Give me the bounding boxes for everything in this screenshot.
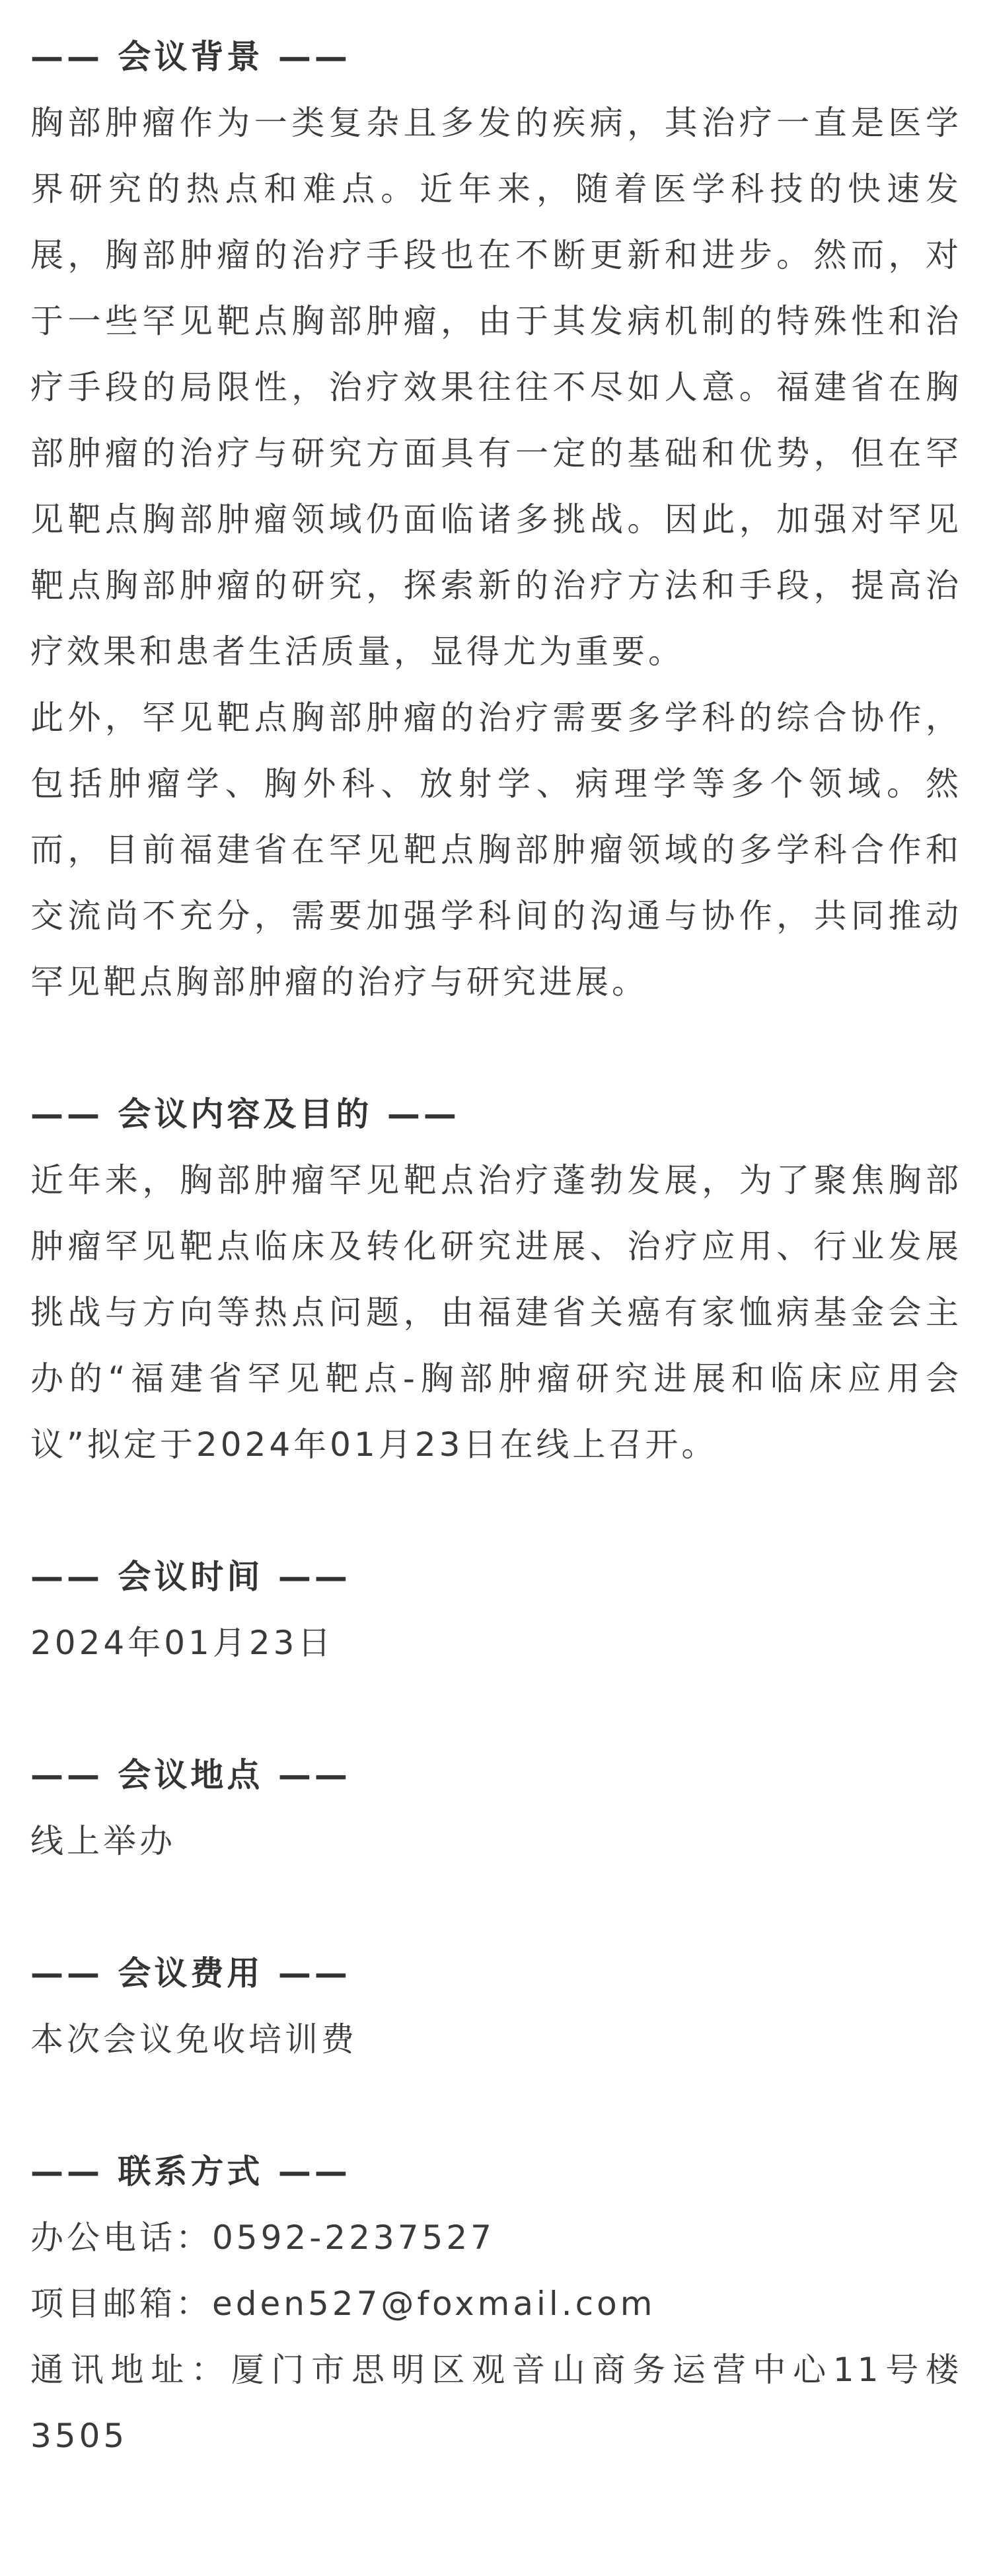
meeting-fee: 本次会议免收培训费	[30, 2020, 357, 2059]
background-paragraph-1: 胸部肿瘤作为一类复杂且多发的疾病，其治疗一直是医学界研究的热点和难点。近年来，随着医学科技的快速发展，胸部肿瘤的治疗手段也在不断更新和进步。然而，对于一些罕见靶点胸部肿瘤，由于其发病机制的特殊性和治疗手段的局限性，治疗效果往往不尽如人意。福建省在胸部肿瘤的治疗与研究方面具有一定的基础和优势，但在罕见靶点胸部肿瘤领域仍面临诸多挑战。因此，加强对罕见靶点胸部肿瘤的研究，探索新的治疗方法和手段，提高治疗效果和患者生活质量，显得尤为重要。	[30, 104, 962, 671]
content-paragraph: 近年来，胸部肿瘤罕见靶点治疗蓬勃发展，为了聚焦胸部肿瘤罕见靶点临床及转化研究进展、治疗应用、行业发展挑战与方向等热点问题，由福建省关癌有家恤病基金会主办的“福建省罕见靶点-胸部肿瘤研究进展和临床应用会议”拟定于2024年01月23日在线上召开。	[30, 1161, 962, 1464]
background-paragraph-2: 此外，罕见靶点胸部肿瘤的治疗需要多学科的综合协作，包括肿瘤学、胸外科、放射学、病理学等多个领域。然而，目前福建省在罕见靶点胸部肿瘤领域的多学科合作和交流尚不充分，需要加强学科间的沟通与协作，共同推动罕见靶点胸部肿瘤的治疗与研究进展。	[30, 699, 962, 1001]
section-fee	[30, 1940, 962, 2072]
section-heading-background: —— 会议背景 ——	[30, 38, 351, 76]
section-time	[30, 1544, 962, 1676]
section-contact	[30, 2139, 962, 2469]
section-location	[30, 1742, 962, 1874]
section-content	[30, 1081, 962, 1478]
section-background	[30, 24, 962, 1015]
section-heading-fee: —— 会议费用 ——	[30, 1954, 351, 1992]
section-heading-contact: —— 联系方式 ——	[30, 2152, 351, 2191]
contact-phone: 办公电话：0592-2237527	[30, 2218, 495, 2257]
article-body	[30, 24, 962, 2469]
meeting-date: 2024年01月23日	[30, 1624, 334, 1662]
contact-email: 项目邮箱：eden527@foxmail.com	[30, 2285, 656, 2323]
contact-address: 通讯地址：厦门市思明区观音山商务运营中心11号楼3505	[30, 2351, 962, 2455]
meeting-location: 线上举办	[30, 1822, 176, 1860]
section-heading-location: —— 会议地点 ——	[30, 1756, 351, 1794]
section-heading-content: —— 会议内容及目的 ——	[30, 1095, 460, 1133]
section-heading-time: —— 会议时间 ——	[30, 1558, 351, 1596]
